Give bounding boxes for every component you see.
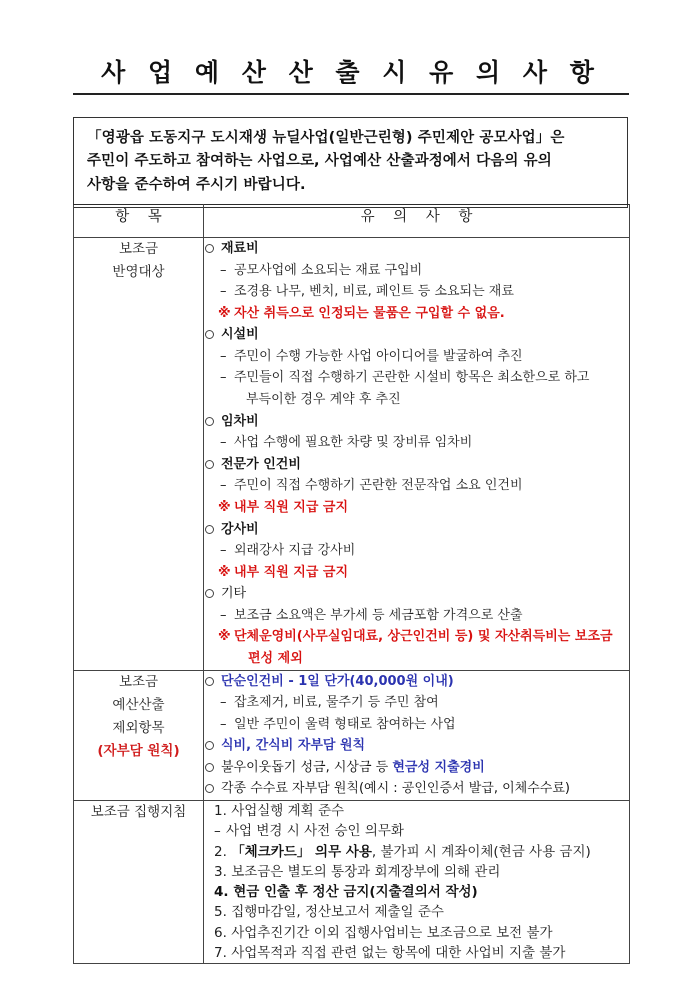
guide-item-1 xyxy=(204,801,629,821)
row-notes-subsidy-included xyxy=(204,238,630,671)
row-notes-execution-guide xyxy=(204,801,630,964)
guide-item-6-text: 사업추진기간 이외 집행사업비는 보조금으로 보전 불가 xyxy=(231,924,553,941)
guide-item-2-tail: , 불가피 시 계좌이체(현금 사용 금지) xyxy=(371,843,591,860)
intro-line-2: 주민이 주도하고 참여하는 사업으로, 사업예산 산출과정에서 다음의 유의 xyxy=(87,153,552,170)
excluded-sub-line: – 일반 주민이 울력 형태로 참여하는 사업 xyxy=(204,714,629,736)
group-warning-continued: 편성 제외 xyxy=(248,650,303,666)
group-line: – 주민이 수행 가능한 사업 아이디어를 발굴하여 추진 xyxy=(204,346,629,368)
group-warning: ※ 단체운영비(사무실임대료, 상근인건비 등) 및 자산취득비는 보조금 xyxy=(204,626,629,648)
table-row xyxy=(74,801,630,964)
guide-item-7 xyxy=(204,943,629,963)
guide-item-2-num: 2. xyxy=(214,843,227,860)
row-label-subsidy-included xyxy=(74,238,204,671)
group-line: – 주민이 직접 수행하기 곤란한 전문작업 소요 인건비 xyxy=(204,475,629,497)
page-title: 사 업 예 산 산 출 시 유 의 사 항 xyxy=(73,58,629,95)
excluded-sub-line: – 잡초제거, 비료, 물주기 등 주민 참여 xyxy=(204,692,629,714)
guide-item-1-text: 사업실행 계획 준수 xyxy=(231,803,345,820)
guide-item-2-head: 「체크카드」 의무 사용 xyxy=(231,843,372,860)
label-line-4-self-pay: (자부담 원칙) xyxy=(97,743,180,760)
guide-item-7-num: 7. xyxy=(214,944,227,961)
intro-line-3: 사항을 준수하여 주시기 바랍니다. xyxy=(87,176,306,193)
group-line-continued: 부득이한 경우 계약 후 추진 xyxy=(246,392,401,408)
label-line-1: 보조금 xyxy=(118,241,159,257)
guide-item-6-num: 6. xyxy=(214,924,227,941)
table-row xyxy=(74,670,630,800)
group-warning: ※ 자산 취득으로 인정되는 물품은 구입할 수 없음. xyxy=(204,303,629,325)
header-item: 항 목 xyxy=(74,205,204,238)
guide-item-5 xyxy=(204,902,629,922)
guide-item-7-text: 사업목적과 직접 관련 없는 항목에 대한 사업비 지출 불가 xyxy=(231,944,566,961)
header-note: 유 의 사 항 xyxy=(204,205,630,238)
group-warning: ※ 내부 직원 지급 금지 xyxy=(204,497,629,519)
group-warning: ※ 내부 직원 지급 금지 xyxy=(204,562,629,584)
row-notes-subsidy-excluded xyxy=(204,670,630,800)
group-line: – 공모사업에 소요되는 재료 구입비 xyxy=(204,260,629,282)
group-heading-etc: 기타 xyxy=(204,583,629,605)
label-line-1: 보조금 xyxy=(118,673,159,690)
row-label-execution-guide xyxy=(74,801,204,964)
guide-item-5-text: 집행마감일, 정산보고서 제출일 준수 xyxy=(231,904,444,921)
label-line-2: 반영대상 xyxy=(112,264,165,281)
table-row xyxy=(74,238,630,671)
guide-item-3-num: 3. xyxy=(214,863,227,880)
group-line: – 주민들이 직접 수행하기 곤란한 시설비 항목은 최소한으로 하고 xyxy=(204,367,629,389)
guide-item-2 xyxy=(204,842,629,862)
guide-item-3-text: 보조금은 별도의 통장과 회계장부에 의해 관리 xyxy=(231,863,501,880)
guide-item-4 xyxy=(204,882,629,902)
group-line: – 조경용 나무, 벤치, 비료, 페인트 등 소요되는 재료 xyxy=(204,281,629,303)
label-line-1: 보조금 집행지침 xyxy=(90,804,187,821)
guide-item-6 xyxy=(204,923,629,943)
label-line-2: 예산산출 xyxy=(112,696,165,713)
guide-item-1-sub: – 사업 변경 시 사전 승인 의무화 xyxy=(204,821,629,841)
group-line: – 외래강사 지급 강사비 xyxy=(204,540,629,562)
group-line: – 보조금 소요액은 부가세 등 세금포함 가격으로 산출 xyxy=(204,605,629,627)
excluded-item-fees: 각종 수수료 자부담 원칙(예시 : 공인인증서 발급, 이체수수료) xyxy=(204,778,629,800)
group-line: – 사업 수행에 필요한 차량 및 장비류 임차비 xyxy=(204,432,629,454)
excluded-item-cash-expense-tail: 현금성 지출경비 xyxy=(392,759,485,775)
group-heading-facility: 시설비 xyxy=(204,324,629,346)
excluded-item-simple-labor: 단순인건비 - 1일 단가(40,000원 이내) xyxy=(204,671,629,693)
group-heading-rental: 임차비 xyxy=(204,411,629,433)
guide-item-5-num: 5. xyxy=(214,904,227,921)
guide-item-3 xyxy=(204,862,629,882)
intro-box xyxy=(73,117,628,208)
guidelines-table xyxy=(73,204,630,964)
group-heading-expert-labor: 전문가 인건비 xyxy=(204,454,629,476)
excluded-item-cash-expense xyxy=(204,757,629,779)
group-heading-material: 재료비 xyxy=(204,238,629,260)
group-heading-lecturer: 강사비 xyxy=(204,519,629,541)
guide-item-4-text: 현금 인출 후 정산 금지(지출결의서 작성) xyxy=(233,884,478,901)
intro-line-1: 「영광읍 도동지구 도시재생 뉴딜사업(일반근린형) 주민제안 공모사업」은 xyxy=(87,130,565,146)
row-label-subsidy-excluded xyxy=(74,670,204,800)
guide-item-1-num: 1. xyxy=(214,803,227,820)
excluded-item-meal: 식비, 간식비 자부담 원칙 xyxy=(204,735,629,757)
label-line-3: 제외항목 xyxy=(112,720,165,736)
table-header-row xyxy=(74,205,630,238)
guide-item-4-num: 4. xyxy=(214,884,229,901)
excluded-item-cash-expense-head: 불우이웃돕기 성금, 시상금 등 xyxy=(221,759,393,775)
